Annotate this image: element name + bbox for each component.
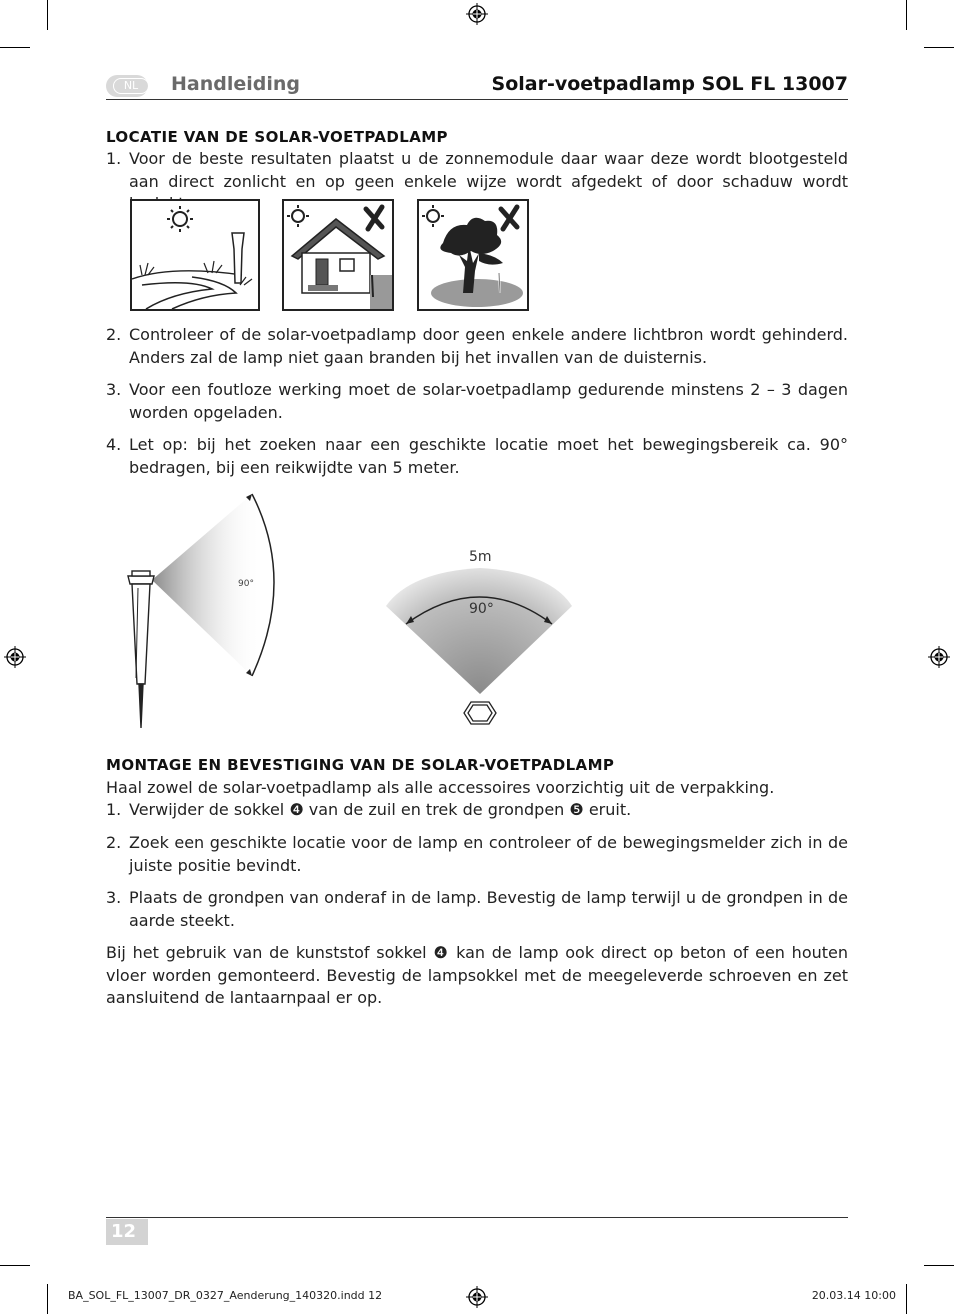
placement-good-illustration xyxy=(130,199,260,311)
list-item xyxy=(106,799,848,822)
detection-range-top-view xyxy=(380,540,580,730)
placement-tree-shadow-illustration xyxy=(417,199,529,311)
range-distance-label: 5m xyxy=(469,549,492,565)
mounting-closing-paragraph: Bij het gebruik van de kunststof sokkel ❹ kan de lamp ook direct op beton of een houten vloer worden gemonteerd. Bevestig de lampsokkel met de meegeleverde schroeven en zet aansluitend de lantaarnpaal er op. xyxy=(106,943,848,1007)
list-item-number: 2. xyxy=(106,325,122,344)
crop-mark xyxy=(906,1284,907,1314)
sun-icon xyxy=(287,205,309,227)
crop-mark xyxy=(924,1265,954,1266)
cross-icon xyxy=(501,207,517,229)
list-item-text: Zoek een geschikte locatie voor de lamp en controleer of de bewegingsmelder zich in de juiste positie bevindt. xyxy=(129,833,848,875)
header-product-title: Solar-voetpadlamp SOL FL 13007 xyxy=(491,73,848,95)
registration-mark-icon xyxy=(466,3,488,25)
crop-mark xyxy=(0,1265,30,1266)
footer-divider xyxy=(106,1217,848,1218)
page-number: 12 xyxy=(106,1219,148,1245)
registration-mark-icon xyxy=(4,646,26,668)
side-angle-label: 90° xyxy=(238,579,254,589)
crop-mark xyxy=(47,0,48,30)
registration-mark-icon xyxy=(466,1286,488,1308)
list-item-text: Let op: bij het zoeken naar een geschikte locatie moet het bewegingsbereik ca. 90° bedragen, bij een reikwijdte van 5 meter. xyxy=(129,435,848,477)
sun-icon xyxy=(422,205,444,227)
lamp-top-view-icon xyxy=(464,702,496,724)
list-item-number: 3. xyxy=(106,380,122,399)
section-heading-location: LOCATIE VAN DE SOLAR-VOETPADLAMP xyxy=(106,128,448,146)
list-item-number: 4. xyxy=(106,435,122,454)
registration-mark-icon xyxy=(928,646,950,668)
header-section-title: Handleiding xyxy=(171,73,301,95)
list-item-text: Verwijder de sokkel ❹ van de zuil en trek de grondpen ❺ eruit. xyxy=(129,800,632,819)
cross-icon xyxy=(366,207,382,229)
list-item xyxy=(106,887,848,932)
list-item-text: Controleer of de solar-voetpadlamp door geen enkele andere lichtbron wordt gehinderd. Anders zal de lamp niet gaan branden bij het invallen van de duisternis. xyxy=(129,325,848,367)
slug-filename: BA_SOL_FL_13007_DR_0327_Aenderung_140320.indd 12 xyxy=(68,1289,383,1302)
detection-range-side-view xyxy=(110,488,310,734)
list-item xyxy=(106,379,848,424)
crop-mark xyxy=(906,0,907,30)
sun-icon xyxy=(167,206,193,232)
list-item xyxy=(106,324,848,369)
list-item-number: 1. xyxy=(106,800,122,819)
list-item-text: Plaats de grondpen van onderaf in de lamp. Bevestig de lamp terwijl u de grondpen in de aarde steekt. xyxy=(129,888,848,930)
list-item-number: 2. xyxy=(106,833,122,852)
crop-mark xyxy=(924,47,954,48)
language-badge xyxy=(106,75,148,97)
list-item xyxy=(106,434,848,479)
list-item-text: Voor de beste resultaten plaatst u de zonnemodule daar waar deze wordt blootgesteld aan direct zonlicht en op geen enkele wijze wordt afgedekt of door schaduw wordt xyxy=(129,149,848,191)
header-divider xyxy=(106,99,848,100)
list-item-text: Voor een foutloze werking moet de solar-voetpadlamp gedurende minstens 2 – 3 dagen worden opgeladen. xyxy=(129,380,848,422)
section-heading-mounting: MONTAGE EN BEVESTIGING VAN DE SOLAR-VOETPADLAMP xyxy=(106,756,615,774)
mounting-intro: Haal zowel de solar-voetpadlamp als alle accessoires voorzichtig uit de verpakking. xyxy=(106,778,775,797)
top-angle-label: 90° xyxy=(469,601,494,617)
list-item-number: 3. xyxy=(106,888,122,907)
language-badge-label: NL xyxy=(113,78,149,94)
placement-house-shadow-illustration xyxy=(282,199,394,311)
slug-timestamp: 20.03.14 10:00 xyxy=(811,1289,896,1302)
lamp-icon xyxy=(128,571,154,728)
crop-mark xyxy=(0,47,30,48)
crop-mark xyxy=(47,1284,48,1314)
list-item-number: 1. xyxy=(106,149,122,168)
list-item xyxy=(106,832,848,877)
